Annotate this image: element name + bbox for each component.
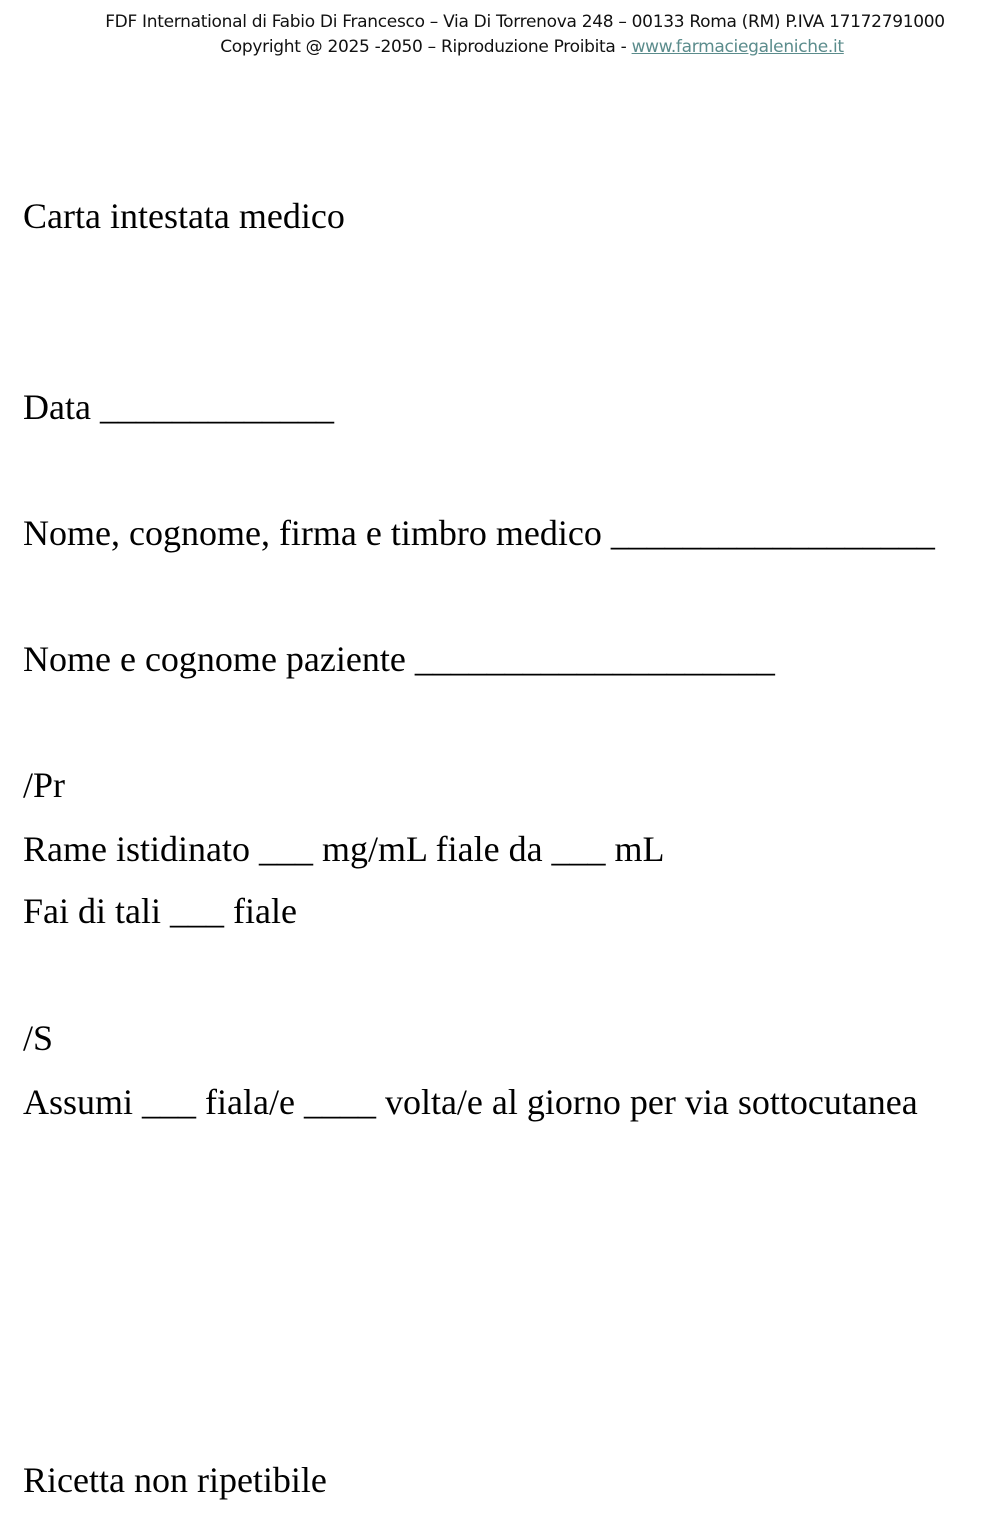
doctor-field: Nome, cognome, firma e timbro medico __________________ (23, 513, 935, 553)
company-info: FDF International di Fabio Di Francesco – Via Di Torrenova 248 – 00133 Roma (RM) P.IVA 17172791000 (105, 12, 945, 32)
non-repeatable-note: Ricetta non ripetibile (23, 1460, 327, 1500)
dosage-line: Assumi ___ fiala/e ____ volta/e al giorno per via sottocutanea (23, 1082, 918, 1122)
copyright-line (35, 37, 994, 57)
letterhead-label: Carta intestata medico (23, 196, 345, 236)
drug-line: Rame istidinato ___ mg/mL fiale da ___ mL (23, 829, 665, 869)
patient-field: Nome e cognome paziente ____________________ (23, 639, 775, 679)
date-field: Data _____________ (23, 387, 334, 427)
prescription-marker: /Pr (23, 765, 66, 805)
website-link[interactable]: www.farmaciegaleniche.it (631, 37, 844, 57)
quantity-line: Fai di tali ___ fiale (23, 891, 297, 931)
signa-marker: /S (23, 1018, 54, 1058)
copyright-text: Copyright @ 2025 -2050 – Riproduzione Proibita - (220, 37, 632, 57)
